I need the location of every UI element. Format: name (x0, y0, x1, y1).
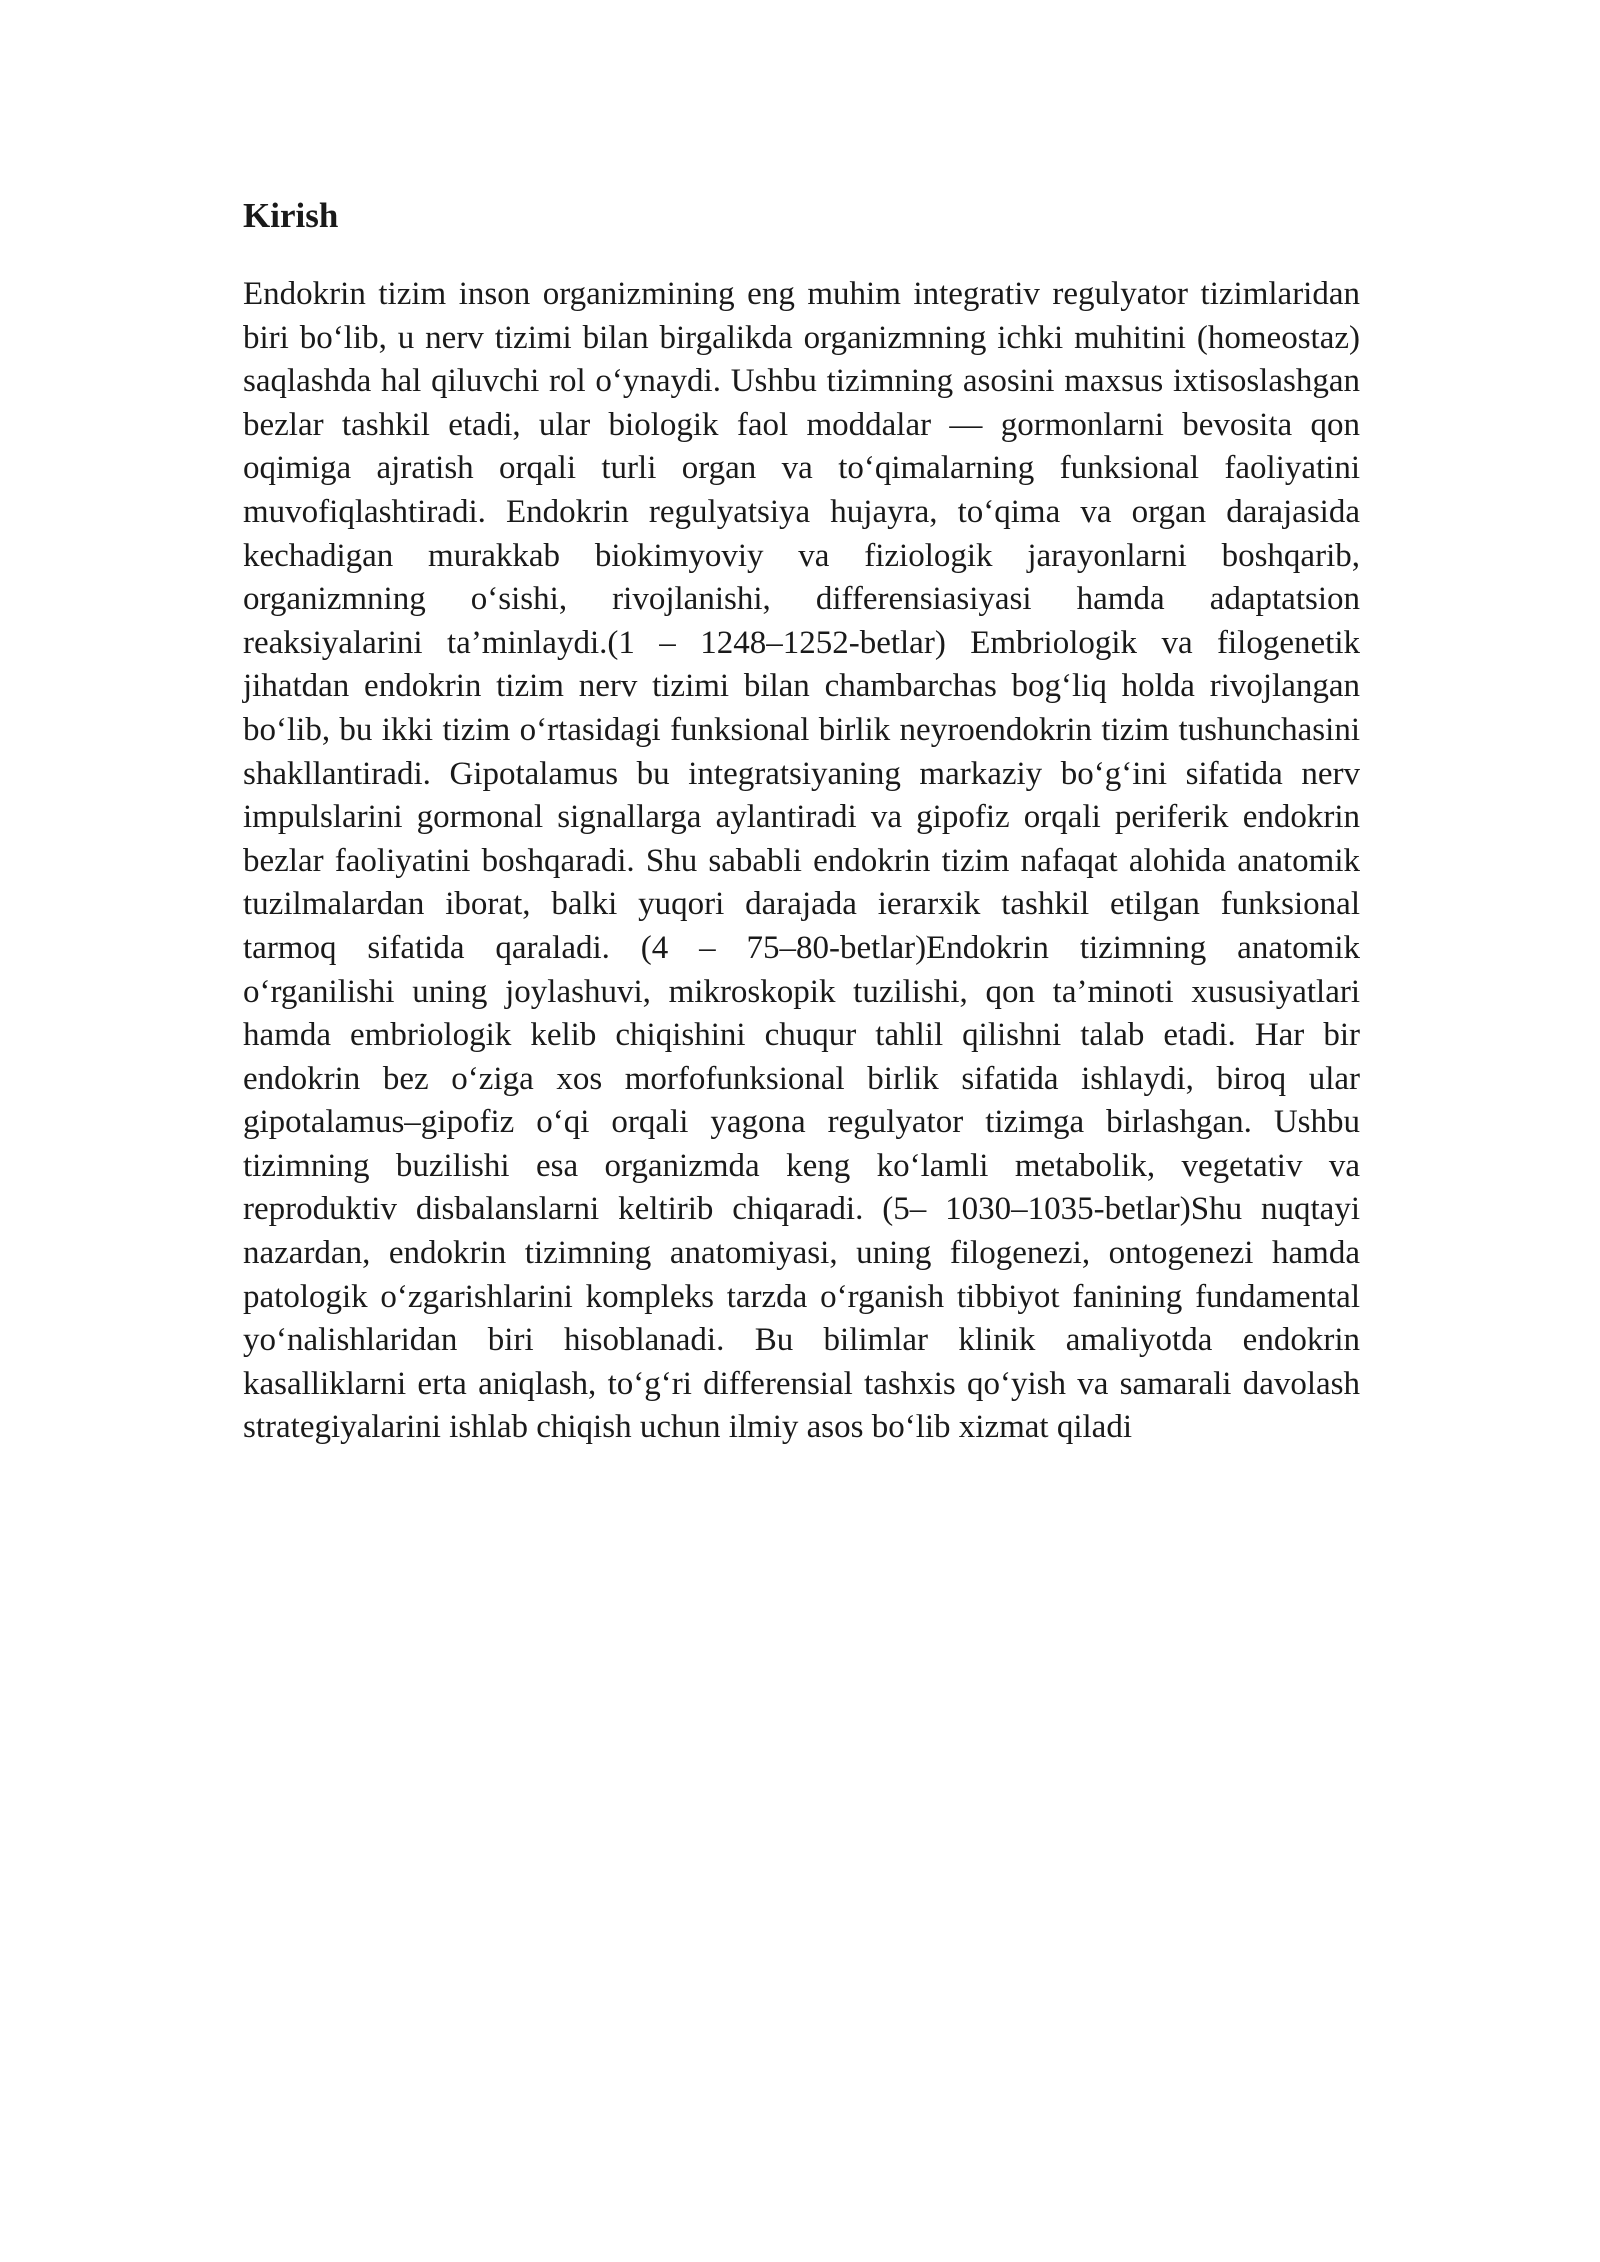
section-heading: Kirish (243, 196, 339, 235)
document-content (243, 190, 1360, 1450)
body-paragraph: Endokrin tizim inson organizmining eng muhim integrativ regulyator tizimlaridan biri bo‘lib, u nerv tizimi bilan birgalikda organizmning ichki muhitini (homeostaz) saqlashda hal qiluvchi rol o‘ynaydi. Ushbu tizimning asosini maxsus ixtisoslashgan bezlar tashkil etadi, ular biologik faol moddalar — gormonlarni bevosita qon oqimiga ajratish orqali turli organ va to‘qimalarning funksional faoliyatini muvofiqlashtiradi. Endokrin regulyatsiya hujayra, to‘qima va organ darajasida kechadigan murakkab biokimyoviy va fiziologik jarayonlarni boshqarib, organizmning o‘sishi, rivojlanishi, differensiasiyasi hamda adaptatsion reaksiyalarini ta’minlaydi.(1 – 1248–1252-betlar) Embriologik va filogenetik jihatdan endokrin tizim nerv tizimi bilan chambarchas bog‘liq holda rivojlangan bo‘lib, bu ikki tizim o‘rtasidagi funksional birlik neyroendokrin tizim tushunchasini shakllantiradi. Gipotalamus bu integratsiyaning markaziy bo‘g‘ini sifatida nerv impulslarini gormonal signallarga aylantiradi va gipofiz orqali periferik endokrin bezlar faoliyatini boshqaradi. Shu sababli endokrin tizim nafaqat alohida anatomik tuzilmalardan iborat, balki yuqori darajada ierarxik tashkil etilgan funksional tarmoq sifatida qaraladi. (4 – 75–80-betlar)Endokrin tizimning anatomik o‘rganilishi uning joylashuvi, mikroskopik tuzilishi, qon ta’minoti xususiyatlari hamda embriologik kelib chiqishini chuqur tahlil qilishni talab etadi. Har bir endokrin bez o‘ziga xos morfofunksional birlik sifatida ishlaydi, biroq ular gipotalamus–gipofiz o‘qi orqali yagona regulyator tizimga birlashgan. Ushbu tizimning buzilishi esa organizmda keng ko‘lamli metabolik, vegetativ va reproduktiv disbalanslarni keltirib chiqaradi. (5– 1030–1035-betlar)Shu nuqtayi nazardan, endokrin tizimning anatomiyasi, uning filogenezi, ontogenezi hamda patologik o‘zgarishlarini kompleks tarzda o‘rganish tibbiyot fanining fundamental yo‘nalishlaridan biri hisoblanadi. Bu bilimlar klinik amaliyotda endokrin kasalliklarni erta aniqlash, to‘g‘ri differensial tashxis qo‘yish va samarali davolash strategiyalarini ishlab chiqish uchun ilmiy asos bo‘lib xizmat qiladi (243, 276, 1360, 1446)
